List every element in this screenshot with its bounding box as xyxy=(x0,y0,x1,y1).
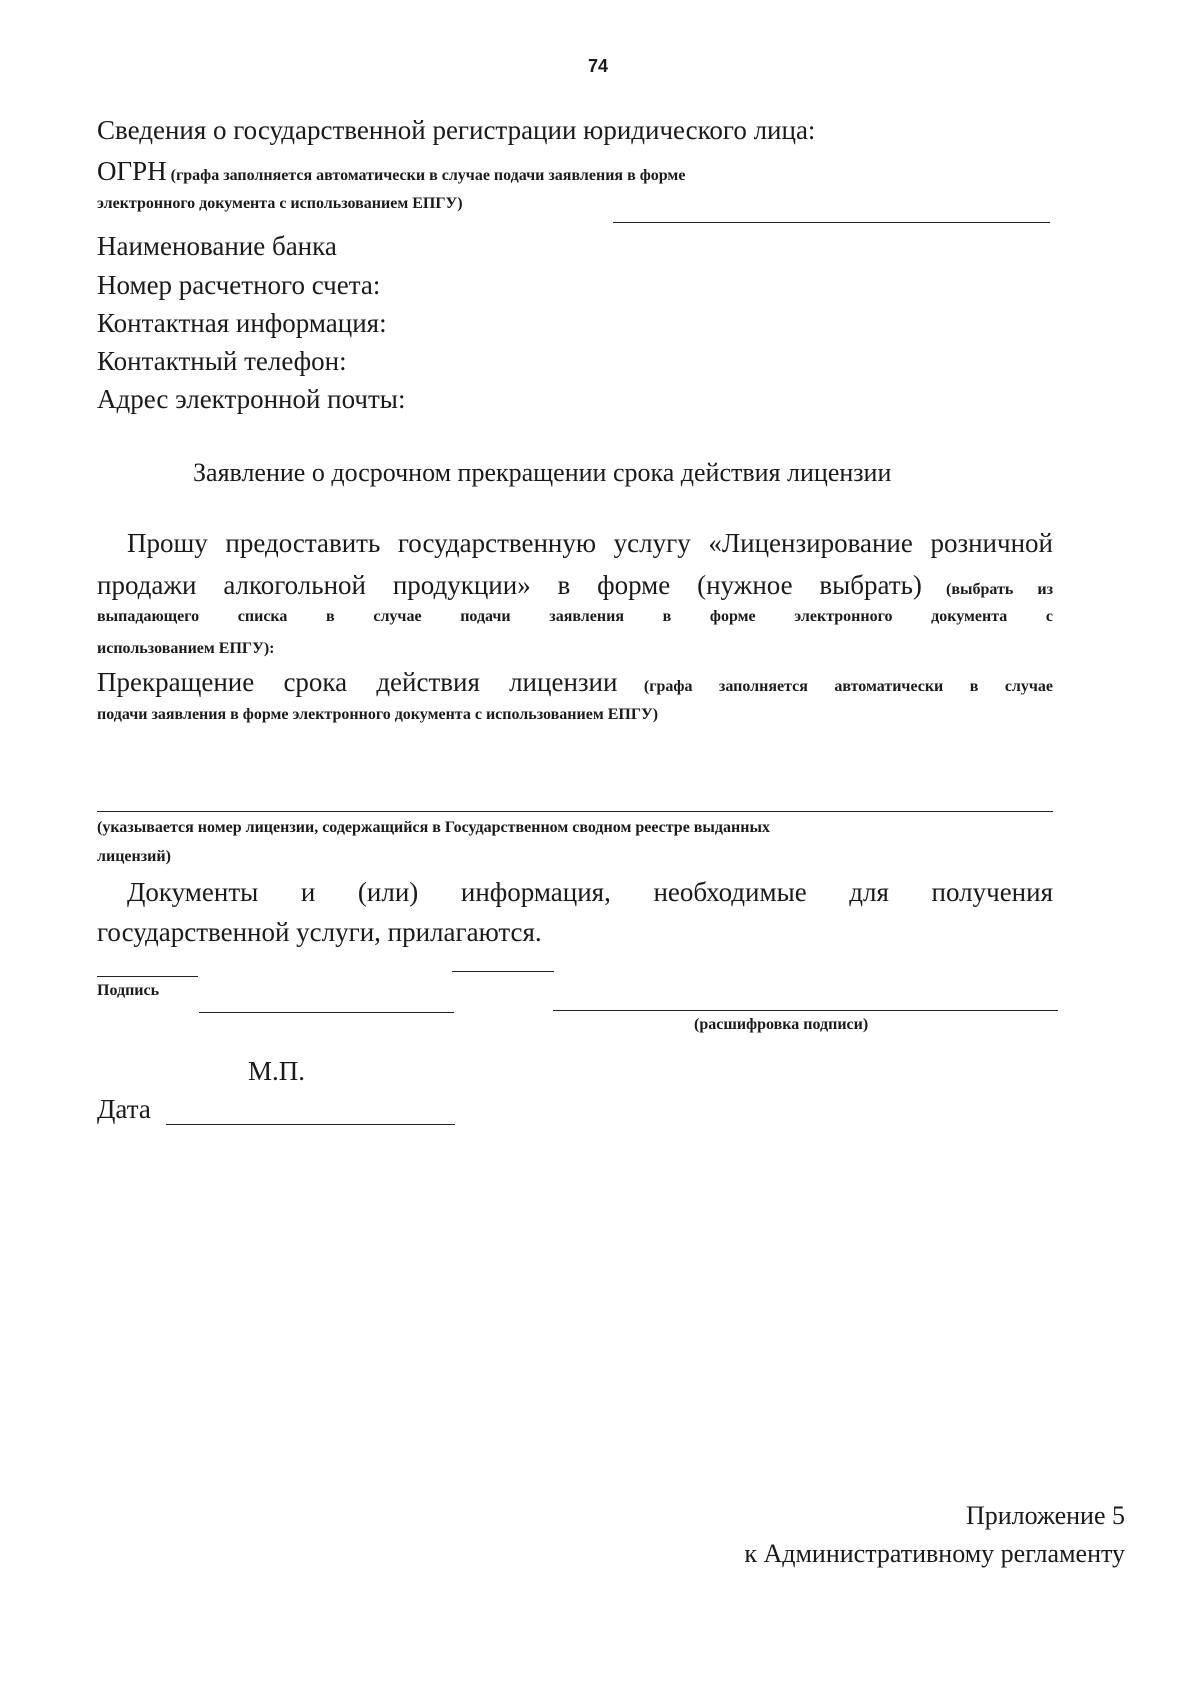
date-input-line[interactable] xyxy=(166,1124,455,1125)
termination-label: Прекращение срока действия лицензии xyxy=(97,667,618,697)
request-note-line-4: использованием ЕПГУ): xyxy=(97,640,275,657)
termination-note-continued: подачи заявления в форме электронного документа с использованием ЕПГУ) xyxy=(97,706,659,723)
signature-label: Подпись xyxy=(97,982,160,999)
request-note-line-3: выпадающего списка в случае подачи заявления в форме электронного документа с xyxy=(97,608,1053,625)
email-label: Адрес электронной почты: xyxy=(97,384,406,414)
request-main-text: продажи алкогольной продукции» в форме (нужное выбрать) xyxy=(97,570,922,600)
statement-title: Заявление о досрочном прекращении срока действия лицензии xyxy=(193,458,892,487)
contact-info-label: Контактная информация: xyxy=(97,308,387,338)
ogrn-note-continued: электронного документа с использованием ЕПГУ) xyxy=(97,195,463,212)
ogrn-note: (графа заполняется автоматически в случае подачи заявления в форме xyxy=(170,167,686,184)
ogrn-row xyxy=(97,156,685,187)
account-number-label: Номер расчетного счета: xyxy=(97,270,381,300)
appendix-line-1: Приложение 5 xyxy=(965,1501,1125,1530)
signature-top-line-middle xyxy=(452,971,554,972)
stamp-label: М.П. xyxy=(248,1056,306,1086)
date-label: Дата xyxy=(97,1094,151,1124)
page-number: 74 xyxy=(588,56,609,76)
request-note-start: (выбрать из xyxy=(946,581,1054,598)
license-number-line[interactable] xyxy=(97,811,1053,812)
ogrn-label: ОГРН xyxy=(97,156,167,186)
termination-note: (графа заполняется автоматически в случае xyxy=(643,678,1054,695)
appendix-line-2: к Административному регламенту xyxy=(744,1539,1125,1568)
phone-label: Контактный телефон: xyxy=(97,346,347,376)
signature-input-line[interactable] xyxy=(199,1012,454,1013)
termination-row xyxy=(97,667,1053,698)
documents-line-2: государственной услуги, прилагаются. xyxy=(97,917,542,947)
signature-top-line-left xyxy=(97,976,198,977)
bank-name-label: Наименование банка xyxy=(97,231,337,261)
registration-heading: Сведения о государственной регистрации юридического лица: xyxy=(97,115,816,145)
signature-decoding-line[interactable] xyxy=(553,1010,1058,1011)
license-note: (указывается номер лицензии, содержащийся в Государственном сводном реестре выданных xyxy=(97,819,770,836)
request-line-2 xyxy=(97,570,1053,601)
license-note-continued: лицензий) xyxy=(97,848,171,865)
signature-decoding-label: (расшифровка подписи) xyxy=(694,1016,869,1033)
request-line-1: Прошу предоставить государственную услугу «Лицензирование розничной xyxy=(127,528,1053,558)
documents-line-1: Документы и (или) информация, необходимые для получения xyxy=(127,877,1053,907)
ogrn-input-line[interactable] xyxy=(613,222,1050,223)
